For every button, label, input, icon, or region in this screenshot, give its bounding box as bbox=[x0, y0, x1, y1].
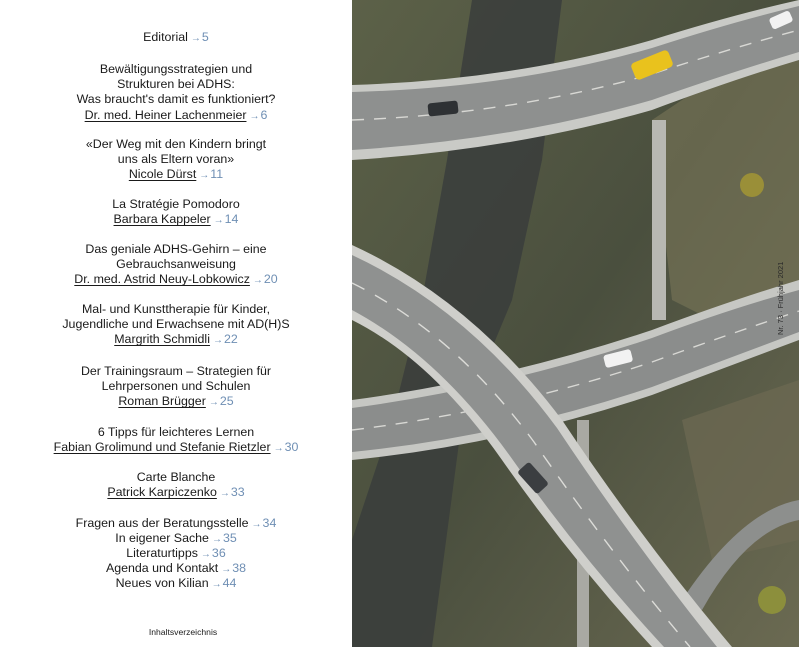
bridge-pillar bbox=[652, 120, 666, 320]
page-number: 14 bbox=[224, 212, 239, 227]
toc-entry-title: Lehrpersonen und Schulen bbox=[101, 379, 251, 394]
arrow-right-icon: → bbox=[200, 549, 211, 560]
arrow-right-icon: → bbox=[190, 33, 201, 44]
toc-entry-title: Editorial →5 bbox=[143, 30, 209, 44]
arrow-right-icon: → bbox=[212, 335, 223, 347]
toc-entry-title: Strukturen bei ADHS: bbox=[117, 77, 235, 92]
author-link[interactable]: Roman Brügger bbox=[118, 394, 206, 409]
toc-entry-title: Bewältigungsstrategien und bbox=[99, 62, 253, 76]
toc-entry[interactable] bbox=[0, 197, 352, 228]
toc-entry[interactable] bbox=[0, 470, 352, 501]
toc-entry[interactable] bbox=[0, 576, 352, 592]
toc-entry-title: Agenda und Kontakt →38 bbox=[105, 561, 247, 575]
toc-entry[interactable] bbox=[0, 516, 352, 532]
author-link[interactable]: Nicole Dürst bbox=[128, 167, 197, 182]
arrow-right-icon: → bbox=[211, 579, 222, 590]
page-number: 33 bbox=[230, 485, 245, 500]
toc-entry[interactable] bbox=[0, 242, 352, 289]
arrow-right-icon: → bbox=[221, 564, 232, 575]
toc-entry-title: Das geniale ADHS-Gehirn – eine bbox=[85, 242, 267, 256]
toc-entry-title: Literaturtipps →36 bbox=[126, 546, 226, 560]
toc-entry[interactable] bbox=[0, 302, 352, 349]
page-number: 38 bbox=[232, 561, 247, 575]
toc-entry-title: Carte Blanche bbox=[136, 470, 216, 484]
arrow-right-icon: → bbox=[199, 170, 210, 182]
author-link[interactable]: Margrith Schmidli bbox=[114, 332, 210, 347]
toc-entry-author-line bbox=[0, 440, 352, 456]
toc-entry-title: uns als Eltern voran» bbox=[117, 152, 235, 167]
page-reference[interactable] bbox=[217, 485, 245, 499]
tree bbox=[740, 173, 764, 197]
page-number: 22 bbox=[223, 332, 238, 347]
toc-entry-author-line bbox=[0, 108, 352, 124]
toc-entry[interactable] bbox=[0, 364, 352, 411]
page-reference[interactable] bbox=[249, 516, 277, 530]
page-number: 11 bbox=[210, 167, 224, 182]
arrow-right-icon: → bbox=[208, 397, 219, 409]
toc-entry-author-line bbox=[0, 272, 352, 288]
tree bbox=[758, 586, 786, 614]
page-number: 5 bbox=[201, 30, 209, 44]
page-number: 30 bbox=[284, 440, 299, 455]
page-reference[interactable] bbox=[210, 332, 238, 346]
toc-entry-title: Jugendliche und Erwachsene mit AD(H)S bbox=[62, 317, 290, 332]
page-reference[interactable] bbox=[246, 108, 267, 122]
page-number: 35 bbox=[222, 531, 237, 545]
author-link[interactable]: Patrick Karpiczenko bbox=[107, 485, 217, 500]
page-reference[interactable] bbox=[196, 167, 223, 181]
page-reference[interactable] bbox=[218, 561, 246, 575]
arrow-right-icon: → bbox=[249, 110, 260, 122]
arrow-right-icon: → bbox=[273, 443, 284, 455]
arrow-right-icon: → bbox=[211, 534, 222, 545]
toc-entry[interactable] bbox=[0, 546, 352, 562]
page-number: 44 bbox=[222, 576, 237, 590]
page-number: 25 bbox=[219, 394, 234, 409]
aerial-highway-image bbox=[352, 0, 799, 647]
toc-entry-title: Neues von Kilian →44 bbox=[115, 576, 237, 590]
page-number: 34 bbox=[262, 516, 277, 530]
toc-entry[interactable] bbox=[0, 561, 352, 577]
arrow-right-icon: → bbox=[252, 275, 263, 287]
page-reference[interactable] bbox=[211, 212, 239, 226]
highway-photo bbox=[352, 0, 799, 647]
page-number: 36 bbox=[211, 546, 226, 560]
toc-entry-author-line bbox=[0, 485, 352, 501]
toc-entry-title: In eigener Sache →35 bbox=[115, 531, 237, 545]
page-reference[interactable] bbox=[198, 546, 226, 560]
toc-entry[interactable] bbox=[0, 531, 352, 547]
toc-entry[interactable] bbox=[0, 62, 352, 124]
toc-entry-title: Der Trainingsraum – Strategien für bbox=[80, 364, 272, 378]
arrow-right-icon: → bbox=[213, 215, 224, 227]
toc-entry-title: La Stratégie Pomodoro bbox=[112, 197, 240, 211]
toc-entry-title: Mal- und Kunsttherapie für Kinder, bbox=[81, 302, 271, 316]
page-reference[interactable] bbox=[209, 576, 237, 590]
author-link[interactable]: Barbara Kappeler bbox=[113, 212, 211, 227]
toc-entry[interactable] bbox=[0, 30, 352, 46]
author-link[interactable]: Dr. med. Heiner Lachenmeier bbox=[84, 107, 247, 122]
author-link[interactable]: Fabian Grolimund und Stefanie Rietzler bbox=[53, 440, 271, 455]
author-link[interactable]: Dr. med. Astrid Neuy-Lobkowicz bbox=[74, 272, 250, 287]
toc-entry[interactable] bbox=[0, 425, 352, 456]
section-label: Inhaltsverzeichnis bbox=[148, 627, 218, 637]
page-number: 20 bbox=[263, 272, 278, 287]
page-reference[interactable] bbox=[188, 30, 209, 44]
issue-label: Nr. 73 · Frühjahr 2021 bbox=[776, 261, 785, 335]
arrow-right-icon: → bbox=[219, 488, 230, 500]
toc-entry-title: Was braucht's damit es funktioniert? bbox=[76, 92, 276, 107]
toc-entry-title: Fragen aus der Beratungsstelle →34 bbox=[75, 516, 277, 530]
arrow-right-icon: → bbox=[251, 519, 262, 530]
toc-entry-author-line bbox=[0, 332, 352, 348]
page-reference[interactable] bbox=[271, 440, 299, 454]
toc-entry[interactable] bbox=[0, 137, 352, 184]
page-reference[interactable] bbox=[206, 394, 234, 408]
toc-entry-title: Gebrauchsanweisung bbox=[116, 257, 236, 272]
toc-entry-author-line bbox=[0, 212, 352, 228]
page-reference[interactable] bbox=[250, 272, 278, 286]
page-number: 6 bbox=[260, 107, 268, 122]
toc-entry-author-line bbox=[0, 167, 352, 183]
toc-entry-title: 6 Tipps für leichteres Lernen bbox=[97, 425, 255, 439]
toc-entry-title: «Der Weg mit den Kindern bringt bbox=[85, 137, 267, 151]
table-of-contents bbox=[0, 0, 352, 647]
toc-entry-author-line bbox=[0, 394, 352, 410]
page-reference[interactable] bbox=[209, 531, 237, 545]
